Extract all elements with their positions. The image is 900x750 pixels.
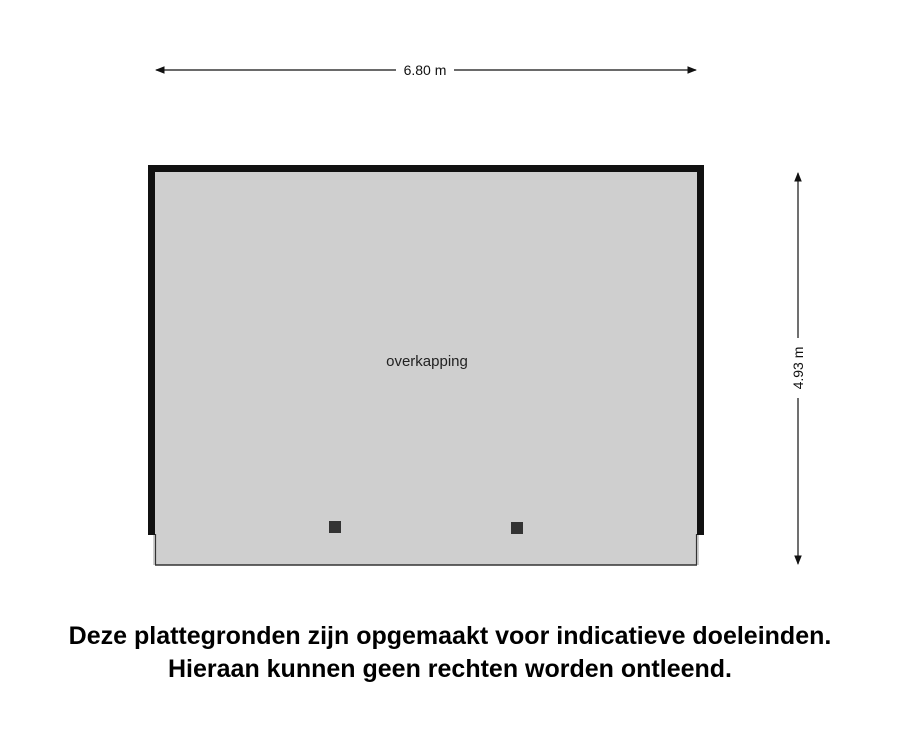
disclaimer-line-1: Deze plattegronden zijn opgemaakt voor indicatieve doeleinden. <box>68 622 832 650</box>
height-dimension <box>790 173 806 564</box>
width-dimension-label: 6.80 m <box>403 62 447 78</box>
height-dimension-label: 4.93 m <box>790 346 806 390</box>
post-left <box>329 521 341 533</box>
disclaimer-line-2: Hieraan kunnen geen rechten worden ontleend. <box>168 655 732 683</box>
width-dimension <box>156 62 696 78</box>
room-label: overkapping <box>386 353 468 370</box>
disclaimer <box>0 620 900 686</box>
post-right <box>511 522 523 534</box>
